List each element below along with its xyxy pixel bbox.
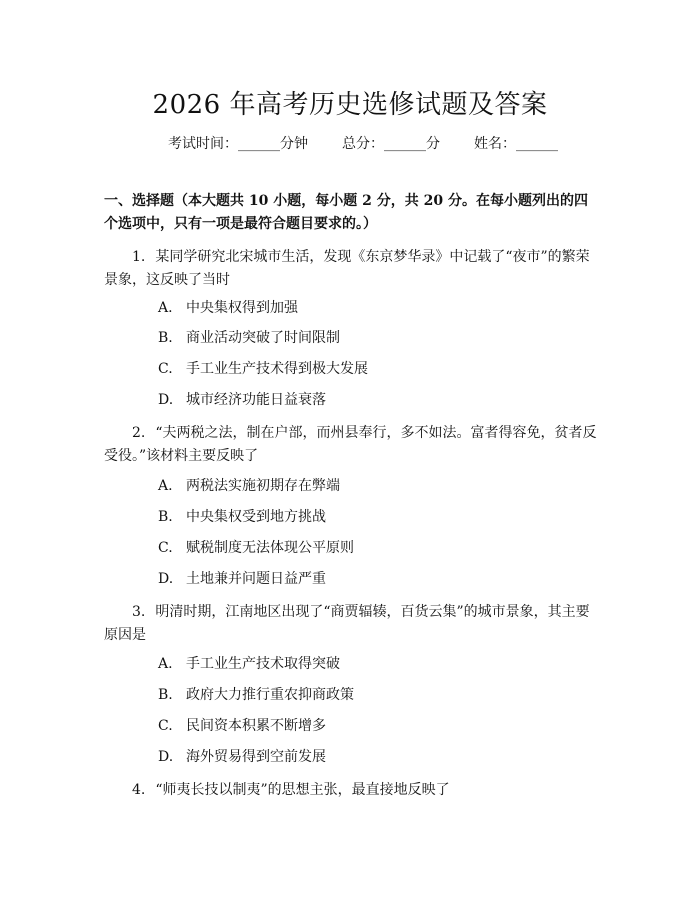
section-heading: 一、选择题（本大题共 10 小题，每小题 2 分，共 20 分。在每小题列出的四个选项中，只有一项是最符合题目要求的。） xyxy=(104,193,588,232)
student-name-field: 姓名：______ xyxy=(474,136,558,152)
option-text: 政府大力推行重农抑商政策 xyxy=(186,687,354,703)
option-text: 土地兼并问题日益严重 xyxy=(186,571,326,587)
question-3-option-b xyxy=(158,685,354,705)
question-1-option-b xyxy=(158,328,340,348)
exam-meta-line xyxy=(168,133,558,153)
option-letter: C. xyxy=(158,540,173,556)
option-letter: A. xyxy=(158,656,173,672)
question-2-option-c xyxy=(158,538,354,558)
option-letter: B. xyxy=(158,509,173,525)
question-number: 2. xyxy=(132,425,146,441)
page-title: 2026 年高考历史选修试题及答案 xyxy=(152,90,548,120)
question-3-option-c xyxy=(158,716,326,736)
option-letter: C. xyxy=(158,361,173,377)
question-3 xyxy=(104,601,600,647)
question-3-option-a xyxy=(158,654,340,674)
option-text: 中央集权得到加强 xyxy=(186,300,298,316)
exam-time-field: 考试时间：______分钟 xyxy=(168,136,308,152)
question-2-option-a xyxy=(158,476,340,496)
question-3-option-d xyxy=(158,747,326,767)
option-letter: B. xyxy=(158,687,173,703)
question-2-option-b xyxy=(158,507,326,527)
option-text: 城市经济功能日益衰落 xyxy=(186,392,326,408)
question-1-option-d xyxy=(158,390,326,410)
question-1-option-a xyxy=(158,298,298,318)
option-text: 中央集权受到地方挑战 xyxy=(186,509,326,525)
option-letter: B. xyxy=(158,330,173,346)
option-letter: A. xyxy=(158,300,173,316)
question-stem: “师夷长技以制夷”的思想主张，最直接地反映了 xyxy=(155,782,450,798)
exam-score-field: 总分：______分 xyxy=(342,136,440,152)
option-text: 海外贸易得到空前发展 xyxy=(186,749,326,765)
question-stem: “夫两税之法，制在户部，而州县奉行，多不如法。富者得容免，贫者反受役。”该材料主要反映了 xyxy=(104,425,597,464)
option-letter: C. xyxy=(158,718,173,734)
question-1-option-c xyxy=(158,359,368,379)
question-number: 1. xyxy=(132,249,146,265)
question-1 xyxy=(104,246,600,292)
question-number: 3. xyxy=(132,604,146,620)
option-text: 手工业生产技术取得突破 xyxy=(186,656,340,672)
option-text: 民间资本积累不断增多 xyxy=(186,718,326,734)
question-stem: 某同学研究北宋城市生活，发现《东京梦华录》中记载了“夜市”的繁荣景象，这反映了当时 xyxy=(104,249,590,288)
option-letter: D. xyxy=(158,749,174,765)
option-letter: D. xyxy=(158,392,174,408)
option-letter: A. xyxy=(158,478,173,494)
option-text: 商业活动突破了时间限制 xyxy=(186,330,340,346)
option-text: 赋税制度无法体现公平原则 xyxy=(186,540,354,556)
question-number: 4. xyxy=(132,782,146,798)
option-letter: D. xyxy=(158,571,174,587)
question-4 xyxy=(104,779,600,802)
question-2-option-d xyxy=(158,569,326,589)
option-text: 手工业生产技术得到极大发展 xyxy=(186,361,368,377)
question-2 xyxy=(104,422,600,468)
question-stem: 明清时期，江南地区出现了“商贾辐辏，百货云集”的城市景象，其主要原因是 xyxy=(104,604,590,643)
option-text: 两税法实施初期存在弊端 xyxy=(186,478,340,494)
